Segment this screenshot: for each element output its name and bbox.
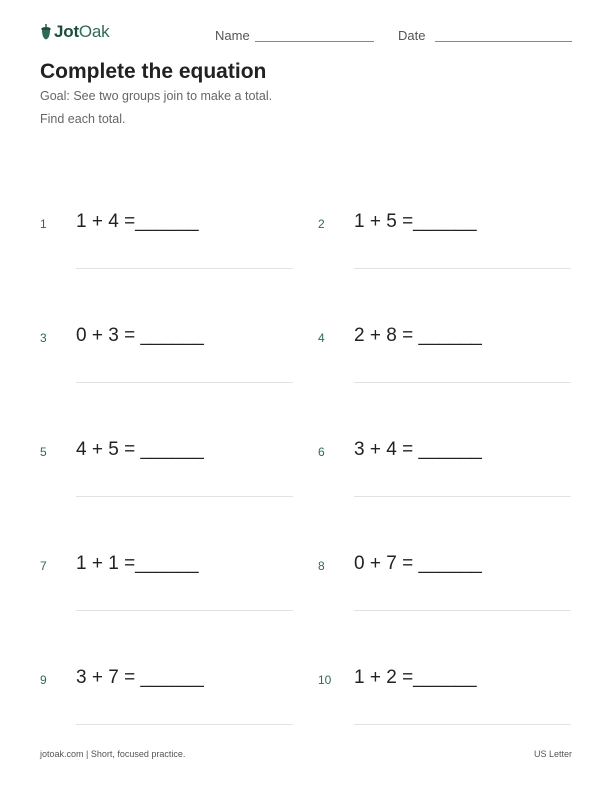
answer-line[interactable] xyxy=(354,268,571,269)
problem-8 xyxy=(318,553,573,623)
answer-line[interactable] xyxy=(354,610,571,611)
answer-line[interactable] xyxy=(76,382,293,383)
logo-text-suffix: Oak xyxy=(78,22,110,41)
problem-5 xyxy=(40,439,295,509)
problem-number: 9 xyxy=(40,673,47,687)
problem-number: 4 xyxy=(318,331,325,345)
answer-line[interactable] xyxy=(76,496,293,497)
problem-2 xyxy=(318,211,573,281)
equation: 3 + 4 = ______ xyxy=(354,439,482,460)
problem-number: 8 xyxy=(318,559,325,573)
goal-text: Goal: See two groups join to make a total. xyxy=(40,89,273,103)
answer-line[interactable] xyxy=(76,610,293,611)
problem-number: 2 xyxy=(318,217,325,231)
equation: 0 + 3 = ______ xyxy=(76,325,204,346)
equation: 1 + 5 =______ xyxy=(354,211,477,232)
problem-3 xyxy=(40,325,295,395)
footer-site-text: jotoak.com | Short, focused practice. xyxy=(40,749,186,759)
instruction-text: Find each total. xyxy=(40,112,126,126)
problem-7 xyxy=(40,553,295,623)
problem-number: 6 xyxy=(318,445,325,459)
equation: 4 + 5 = ______ xyxy=(76,439,204,460)
answer-line[interactable] xyxy=(76,268,293,269)
name-field[interactable] xyxy=(255,41,374,42)
logo-text xyxy=(54,22,109,42)
equation: 3 + 7 = ______ xyxy=(76,667,204,688)
footer-paper-size: US Letter xyxy=(533,749,572,759)
equation: 0 + 7 = ______ xyxy=(354,553,482,574)
logo xyxy=(40,22,109,42)
problem-4 xyxy=(318,325,573,395)
problem-number: 10 xyxy=(318,673,332,687)
answer-line[interactable] xyxy=(76,724,293,725)
logo-text-prefix: Jot xyxy=(54,22,79,41)
problem-10 xyxy=(318,667,573,737)
problem-9 xyxy=(40,667,295,737)
problem-number: 7 xyxy=(40,559,47,573)
answer-line[interactable] xyxy=(354,382,571,383)
page-header xyxy=(40,20,572,44)
name-label: Name xyxy=(215,28,250,43)
equation: 1 + 2 =______ xyxy=(354,667,477,688)
problem-number: 5 xyxy=(40,445,47,459)
answer-line[interactable] xyxy=(354,496,571,497)
date-label: Date xyxy=(398,28,426,43)
equation: 1 + 1 =______ xyxy=(76,553,199,574)
equation: 1 + 4 =______ xyxy=(76,211,199,232)
equation: 2 + 8 = ______ xyxy=(354,325,482,346)
page-title: Complete the equation xyxy=(40,60,267,83)
acorn-icon xyxy=(40,24,52,40)
problem-number: 1 xyxy=(40,217,47,231)
answer-line[interactable] xyxy=(354,724,571,725)
problem-6 xyxy=(318,439,573,509)
problem-number: 3 xyxy=(40,331,47,345)
date-field[interactable] xyxy=(435,41,572,42)
problem-1 xyxy=(40,211,295,281)
